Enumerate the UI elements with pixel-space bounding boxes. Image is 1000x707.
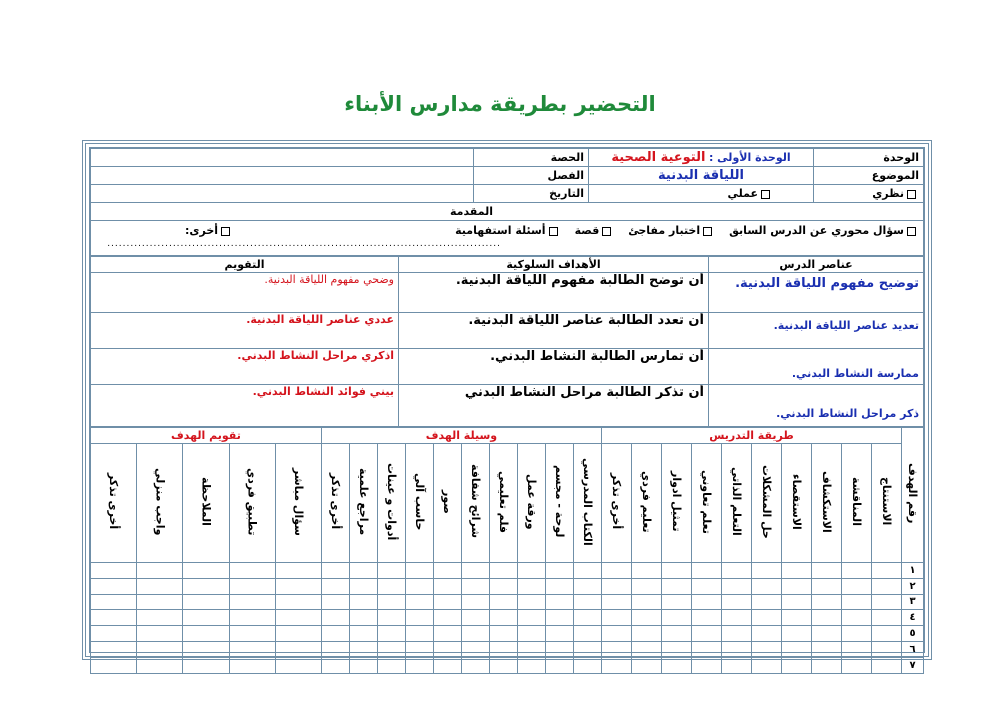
grid-cell[interactable] [812,563,842,579]
grid-cell[interactable] [377,610,405,626]
grid-cell[interactable] [782,641,812,657]
eval-header-4: واجب منزلي [137,444,183,563]
row-number: ١ [902,563,924,579]
grid-cell[interactable] [349,610,377,626]
grid-cell[interactable] [872,610,902,626]
grid-cell[interactable] [349,578,377,594]
session-value[interactable] [91,149,474,167]
grid-cell[interactable] [545,563,573,579]
grid-cell[interactable] [349,657,377,673]
intro-options-cell [91,221,924,256]
grid-cell[interactable] [405,594,433,610]
grid-cell[interactable] [461,594,489,610]
grid-cell[interactable] [782,626,812,642]
grid-cell[interactable] [517,563,545,579]
grid-cell[interactable] [662,578,692,594]
method-header-1: الاستنتاج [872,444,902,563]
grid-cell[interactable] [842,610,872,626]
class-value[interactable] [91,167,474,185]
method-header-7: تعلم تعاوني [692,444,722,563]
intro-option-quiz[interactable]: اختبار مفاجئ [628,224,715,237]
grid-cell[interactable] [812,594,842,610]
grid-cell[interactable] [349,563,377,579]
grid-cell[interactable] [752,563,782,579]
date-value[interactable] [91,185,474,203]
grid-cell[interactable] [601,657,631,673]
grid-cell[interactable] [275,610,321,626]
grid-cell[interactable] [183,626,229,642]
grid-cell[interactable] [632,578,662,594]
row-number: ٣ [902,594,924,610]
grid-cell[interactable] [842,641,872,657]
objective-3[interactable]: أن تمارس الطالبة النشاط البدني. [399,349,709,385]
grid-cell[interactable] [489,641,517,657]
col-evaluation: التقويم [91,257,399,273]
grid-cell[interactable] [722,578,752,594]
grid-cell[interactable] [137,610,183,626]
method-header-8: تمثيل ادوار [662,444,692,563]
grid-cell[interactable] [321,626,349,642]
grid-cell[interactable] [489,626,517,642]
grid-cell[interactable] [433,578,461,594]
date-label: التاريخ [474,185,589,203]
grid-cell[interactable] [489,578,517,594]
grid-cell[interactable] [489,610,517,626]
grid-cell[interactable] [872,594,902,610]
intro-option-questions[interactable]: أسئلة استفهامية [455,224,560,237]
grid-cell[interactable] [405,657,433,673]
grid-cell[interactable] [782,594,812,610]
grid-cell[interactable] [229,594,275,610]
col-elements: عناصر الدرس [709,257,924,273]
unit-prefix: الوحدة الأولى : [708,151,791,164]
grid-cell[interactable] [137,641,183,657]
means-header-7: حاسب آلي [405,444,433,563]
grid-cell[interactable] [782,563,812,579]
grid-cell[interactable] [461,610,489,626]
grid-cell[interactable] [722,626,752,642]
grid-cell[interactable] [275,563,321,579]
grid-cell[interactable] [405,610,433,626]
grid-cell[interactable] [842,563,872,579]
grid-cell[interactable] [722,594,752,610]
grid-cell[interactable] [321,657,349,673]
grid-cell[interactable] [692,563,722,579]
grid-cell[interactable] [752,594,782,610]
grid-cell[interactable] [137,563,183,579]
checkbox-icon[interactable] [907,227,916,236]
grid-cell[interactable] [662,626,692,642]
lesson-plan-frame [82,140,932,671]
element-2[interactable]: تعديد عناصر اللياقة البدنية. [709,313,924,349]
grid-cell[interactable] [183,657,229,673]
row-number: ٢ [902,578,924,594]
grid-cell[interactable] [632,563,662,579]
grid-cell[interactable] [662,563,692,579]
eval-header-3: الملاحظة [183,444,229,563]
other-dots: ...................................................................................................... [107,239,501,249]
grid-cell[interactable] [662,657,692,673]
grid-cell[interactable] [489,563,517,579]
grid-cell[interactable] [91,610,137,626]
means-header-5: شرائح شفافة [461,444,489,563]
grid-cell[interactable] [137,626,183,642]
grid-cell[interactable] [782,578,812,594]
grid-cell[interactable] [377,626,405,642]
grid-cell[interactable] [461,657,489,673]
grid-cell[interactable] [137,594,183,610]
grid-cell[interactable] [91,641,137,657]
grid-cell[interactable] [517,641,545,657]
intro-option-question[interactable]: سؤال محوري عن الدرس السابق [729,224,919,237]
evaluation-4[interactable]: بيني فوائد النشاط البدني. [91,385,399,427]
grid-cell[interactable] [545,594,573,610]
grid-cell[interactable] [812,641,842,657]
grid-cell[interactable] [349,594,377,610]
grid-cell[interactable] [377,578,405,594]
grid-cell[interactable] [632,626,662,642]
intro-option-story[interactable]: قصة [575,224,615,237]
topic-value[interactable]: اللياقة البدنية [589,167,814,185]
grid-cell[interactable] [91,563,137,579]
element-4[interactable]: ذكر مراحل النشاط البدني. [709,385,924,427]
eval-header-5: أخرى تذكر [91,444,137,563]
grid-cell[interactable] [405,626,433,642]
grid-row [91,563,924,579]
grid-cell[interactable] [752,657,782,673]
grid-cell[interactable] [183,563,229,579]
method-header-6: التعلم الذاتي [722,444,752,563]
grid-cell[interactable] [573,641,601,657]
grid-cell[interactable] [782,657,812,673]
grid-cell[interactable] [842,657,872,673]
objective-means-header: وسيلة الهدف [321,428,601,444]
grid-cell[interactable] [573,657,601,673]
grid-cell[interactable] [722,657,752,673]
grid-cell[interactable] [433,563,461,579]
objective-4[interactable]: أن تذكر الطالبة مراحل النشاط البدني [399,385,709,427]
method-header-4: الاستقصاء [782,444,812,563]
row-number: ٦ [902,641,924,657]
grid-cell[interactable] [692,594,722,610]
grid-cell[interactable] [183,594,229,610]
means-header-10: أخرى تذكر [321,444,349,563]
grid-cell[interactable] [632,610,662,626]
grid-cell[interactable] [517,626,545,642]
grid-cell[interactable] [461,563,489,579]
checkbox-icon[interactable] [549,227,558,236]
grid-cell[interactable] [275,594,321,610]
intro-label: المقدمة [91,203,924,221]
grid-row [91,594,924,610]
element-3[interactable]: ممارسة النشاط البدني. [709,349,924,385]
page-title: التحضير بطريقة مدارس الأبناء [344,92,656,116]
grid-cell[interactable] [573,594,601,610]
grid-cell[interactable] [461,578,489,594]
objective-number-header: رقم الهدف [902,428,924,563]
evaluation-1[interactable]: وضحي مفهوم اللياقة البدنية. [91,273,399,313]
session-label: الحصة [474,149,589,167]
practical-checkbox[interactable] [761,190,770,199]
grid-cell[interactable] [812,578,842,594]
grid-cell[interactable] [872,563,902,579]
grid-cell[interactable] [573,626,601,642]
means-header-8: أدوات و عينات [377,444,405,563]
grid-cell[interactable] [782,610,812,626]
grid-cell[interactable] [377,657,405,673]
grid-cell[interactable] [461,641,489,657]
grid-cell[interactable] [275,641,321,657]
grid-row [91,626,924,642]
grid-cell[interactable] [91,626,137,642]
grid-cell[interactable] [321,563,349,579]
class-label: الفصل [474,167,589,185]
checkbox-icon[interactable] [221,227,230,236]
evaluation-2[interactable]: عددي عناصر اللياقة البدنية. [91,313,399,349]
grid-cell[interactable] [377,594,405,610]
grid-cell[interactable] [872,578,902,594]
grid-row [91,641,924,657]
grid-cell[interactable] [405,563,433,579]
grid-cell[interactable] [517,657,545,673]
grid-cell[interactable] [433,657,461,673]
grid-cell[interactable] [662,641,692,657]
grid-cell[interactable] [321,594,349,610]
grid-cell[interactable] [692,578,722,594]
means-header-4: فلم تعليمي [489,444,517,563]
grid-cell[interactable] [137,657,183,673]
method-header-9: تعليم فردي [632,444,662,563]
evaluation-3[interactable]: اذكري مراحل النشاط البدني. [91,349,399,385]
grid-cell[interactable] [489,657,517,673]
grid-cell[interactable] [601,563,631,579]
grid-cell[interactable] [601,610,631,626]
grid-cell[interactable] [722,563,752,579]
teaching-method-header: طريقة التدريس [601,428,901,444]
grid-cell[interactable] [517,610,545,626]
lesson-table [90,256,924,427]
grid-cell[interactable] [229,626,275,642]
objective-1[interactable]: أن توضح الطالبة مفهوم اللياقة البدنية. [399,273,709,313]
grid-cell[interactable] [321,578,349,594]
header-table [90,148,924,256]
grid-cell[interactable] [91,578,137,594]
grid-cell[interactable] [872,626,902,642]
grid-cell[interactable] [137,578,183,594]
grid-cell[interactable] [842,594,872,610]
grid-cell[interactable] [91,657,137,673]
grid-cell[interactable] [433,610,461,626]
grid-cell[interactable] [183,610,229,626]
means-header-1: الكتاب المدرسي [573,444,601,563]
objective-evaluation-header: تقويم الهدف [91,428,322,444]
grid-cell[interactable] [275,578,321,594]
grid-cell[interactable] [872,641,902,657]
practical-option[interactable]: عملي [589,185,814,203]
col-objectives: الأهداف السلوكية [399,257,709,273]
unit-name: التوعية الصحية [611,150,706,165]
grid-cell[interactable] [692,610,722,626]
eval-header-2: تطبيق فردي [229,444,275,563]
grid-cell[interactable] [752,610,782,626]
grid-cell[interactable] [662,610,692,626]
grid-cell[interactable] [722,641,752,657]
grid-cell[interactable] [405,578,433,594]
grid-cell[interactable] [229,563,275,579]
grid-cell[interactable] [545,610,573,626]
grid-cell[interactable] [812,626,842,642]
grid-cell[interactable] [545,626,573,642]
grid-cell[interactable] [601,626,631,642]
grid-cell[interactable] [573,578,601,594]
grid-cell[interactable] [692,626,722,642]
grid-cell[interactable] [632,657,662,673]
grid-cell[interactable] [377,563,405,579]
grid-cell[interactable] [601,641,631,657]
grid-cell[interactable] [349,626,377,642]
objective-2[interactable]: أن تعدد الطالبة عناصر اللياقة البدنية. [399,313,709,349]
grid-cell[interactable] [275,626,321,642]
grid-cell[interactable] [601,578,631,594]
grid-row [91,610,924,626]
method-header-10: أخرى تذكر [601,444,631,563]
row-number: ٤ [902,610,924,626]
grid-cell[interactable] [573,610,601,626]
grid-cell[interactable] [229,610,275,626]
grid-cell[interactable] [461,626,489,642]
grid-cell[interactable] [752,578,782,594]
row-number: ٥ [902,626,924,642]
grid-cell[interactable] [433,641,461,657]
grid-cell[interactable] [433,594,461,610]
grid-cell[interactable] [321,641,349,657]
grid-cell[interactable] [517,578,545,594]
grid-cell[interactable] [842,578,872,594]
grid-cell[interactable] [321,610,349,626]
grid-cell[interactable] [842,626,872,642]
element-1[interactable]: توضيح مفهوم اللياقة البدنية. [709,273,924,313]
grid-cell[interactable] [573,563,601,579]
grid-cell[interactable] [489,594,517,610]
eval-header-1: سؤال مباشر [275,444,321,563]
means-header-2: لوحة - مجسم [545,444,573,563]
means-header-9: مراجع علمية [349,444,377,563]
grid-cell[interactable] [752,641,782,657]
grid-cell[interactable] [545,657,573,673]
grid-cell[interactable] [692,657,722,673]
grid-cell[interactable] [872,657,902,673]
grid-row [91,578,924,594]
grid-cell[interactable] [377,641,405,657]
topic-label: الموضوع [814,167,924,185]
grid-cell[interactable] [91,594,137,610]
grid-cell[interactable] [722,610,752,626]
theory-checkbox[interactable] [907,190,916,199]
grid-cell[interactable] [433,626,461,642]
unit-value[interactable] [589,149,814,167]
intro-option-other[interactable]: أخرى: [185,224,233,237]
grid-cell[interactable] [349,641,377,657]
row-number: ٧ [902,657,924,673]
grid-cell[interactable] [752,626,782,642]
method-header-3: الاستكشاف [812,444,842,563]
grid-cell[interactable] [812,610,842,626]
grid-cell[interactable] [517,594,545,610]
means-header-3: ورقة عمل [517,444,545,563]
means-header-6: صور [433,444,461,563]
checkbox-icon[interactable] [703,227,712,236]
grid-cell[interactable] [229,578,275,594]
grid-row [91,657,924,673]
method-header-2: المناقشة [842,444,872,563]
grid-cell[interactable] [812,657,842,673]
grid-cell[interactable] [405,641,433,657]
grid-cell[interactable] [545,578,573,594]
grid-cell[interactable] [275,657,321,673]
unit-label: الوحدة [814,149,924,167]
grid-cell[interactable] [662,594,692,610]
grid-cell[interactable] [229,657,275,673]
analysis-grid [90,427,924,674]
grid-cell[interactable] [692,641,722,657]
grid-cell[interactable] [183,578,229,594]
grid-cell[interactable] [601,594,631,610]
grid-cell[interactable] [183,641,229,657]
theory-option[interactable]: نظري [814,185,924,203]
grid-cell[interactable] [545,641,573,657]
method-header-5: حل المشكلات [752,444,782,563]
grid-cell[interactable] [229,641,275,657]
grid-cell[interactable] [632,594,662,610]
checkbox-icon[interactable] [602,227,611,236]
grid-cell[interactable] [632,641,662,657]
